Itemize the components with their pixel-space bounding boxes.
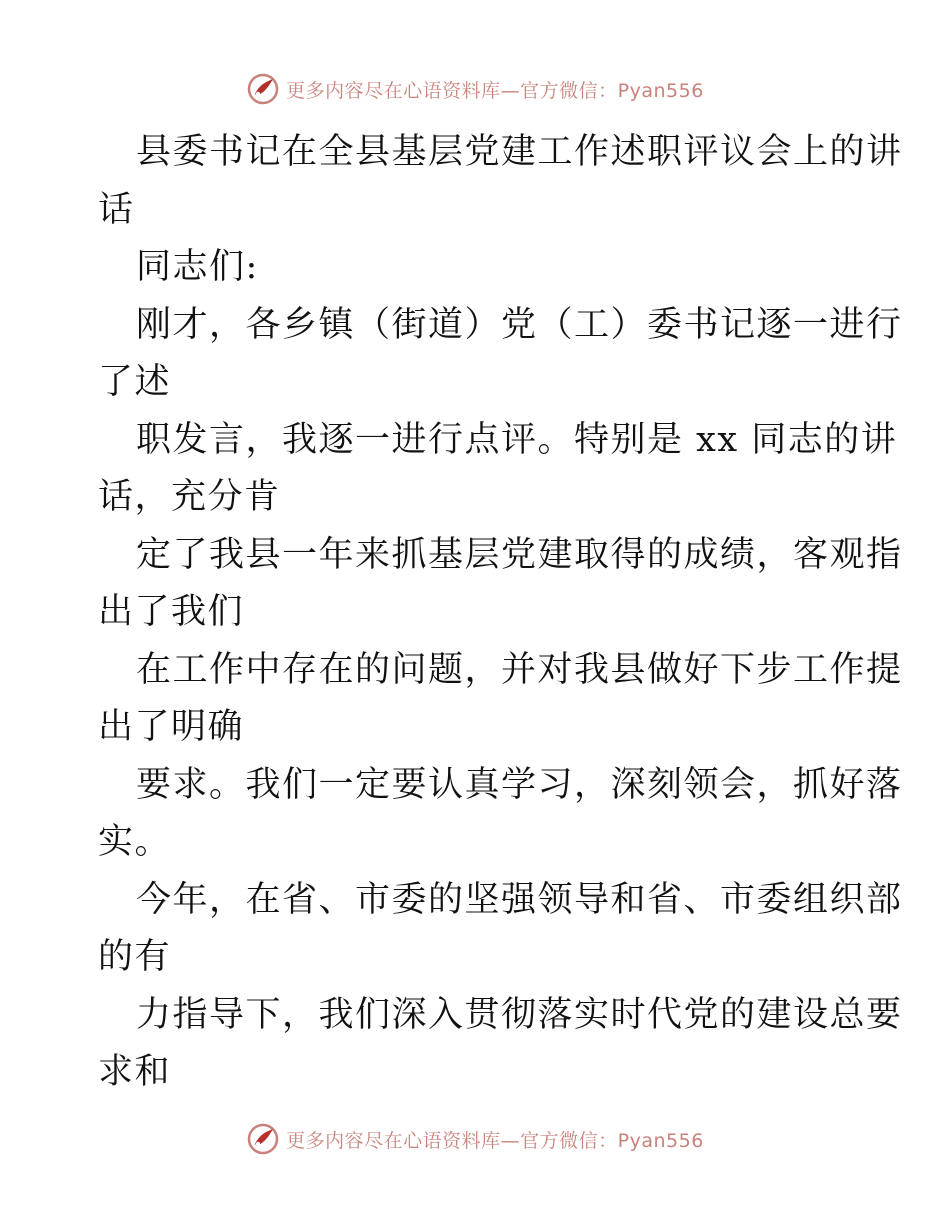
footer-watermark [0, 1122, 950, 1156]
paragraph-cont: 了述 [98, 362, 172, 402]
paragraph [98, 757, 903, 872]
document-title [98, 124, 903, 239]
paragraph-cont: 实。 [98, 822, 172, 862]
paragraph [98, 872, 903, 987]
salutation-text: 同志们: [136, 247, 259, 287]
paragraph-lead: 刚才，各乡镇（街道）党（工）委书记逐一进行 [136, 304, 903, 345]
paragraph-lead: 力指导下，我们深入贯彻落实时代党的建设总要 [136, 994, 903, 1035]
paragraph-cont: 出了明确 [98, 707, 245, 747]
paragraph-cont: 的有 [98, 937, 172, 977]
paragraph-lead: 在工作中存在的问题，并对我县做好下步工作提 [136, 649, 903, 690]
ink-pen-logo-icon [246, 72, 280, 106]
paragraph [98, 642, 903, 757]
header-watermark [0, 72, 950, 106]
paragraph-lead: 定了我县一年来抓基层党建取得的成绩，客观指 [136, 534, 903, 575]
watermark-text: 更多内容尽在心语资料库—官方微信：Pyan556 [286, 79, 704, 102]
paragraph [98, 297, 903, 412]
document-body [98, 124, 903, 1102]
paragraph [98, 987, 903, 1102]
watermark-text: 更多内容尽在心语资料库—官方微信：Pyan556 [286, 1129, 704, 1152]
paragraph-cont: 出了我们 [98, 592, 245, 632]
paragraph-cont: 求和 [98, 1052, 172, 1092]
paragraph [98, 412, 898, 527]
paragraph [98, 527, 903, 642]
title-line-2: 话 [98, 189, 135, 230]
paragraph-lead: 今年，在省、市委的坚强领导和省、市委组织部 [136, 879, 903, 920]
salutation [98, 239, 858, 297]
ink-pen-logo-icon [246, 1122, 280, 1156]
paragraph-cont: 话，充分肯 [98, 477, 281, 517]
paragraph-lead: 职发言，我逐一进行点评。特别是 xx 同志的讲 [136, 419, 898, 460]
paragraph-lead: 要求。我们一定要认真学习，深刻领会，抓好落 [136, 764, 903, 805]
title-line-1: 县委书记在全县基层党建工作述职评议会上的讲 [136, 132, 903, 172]
